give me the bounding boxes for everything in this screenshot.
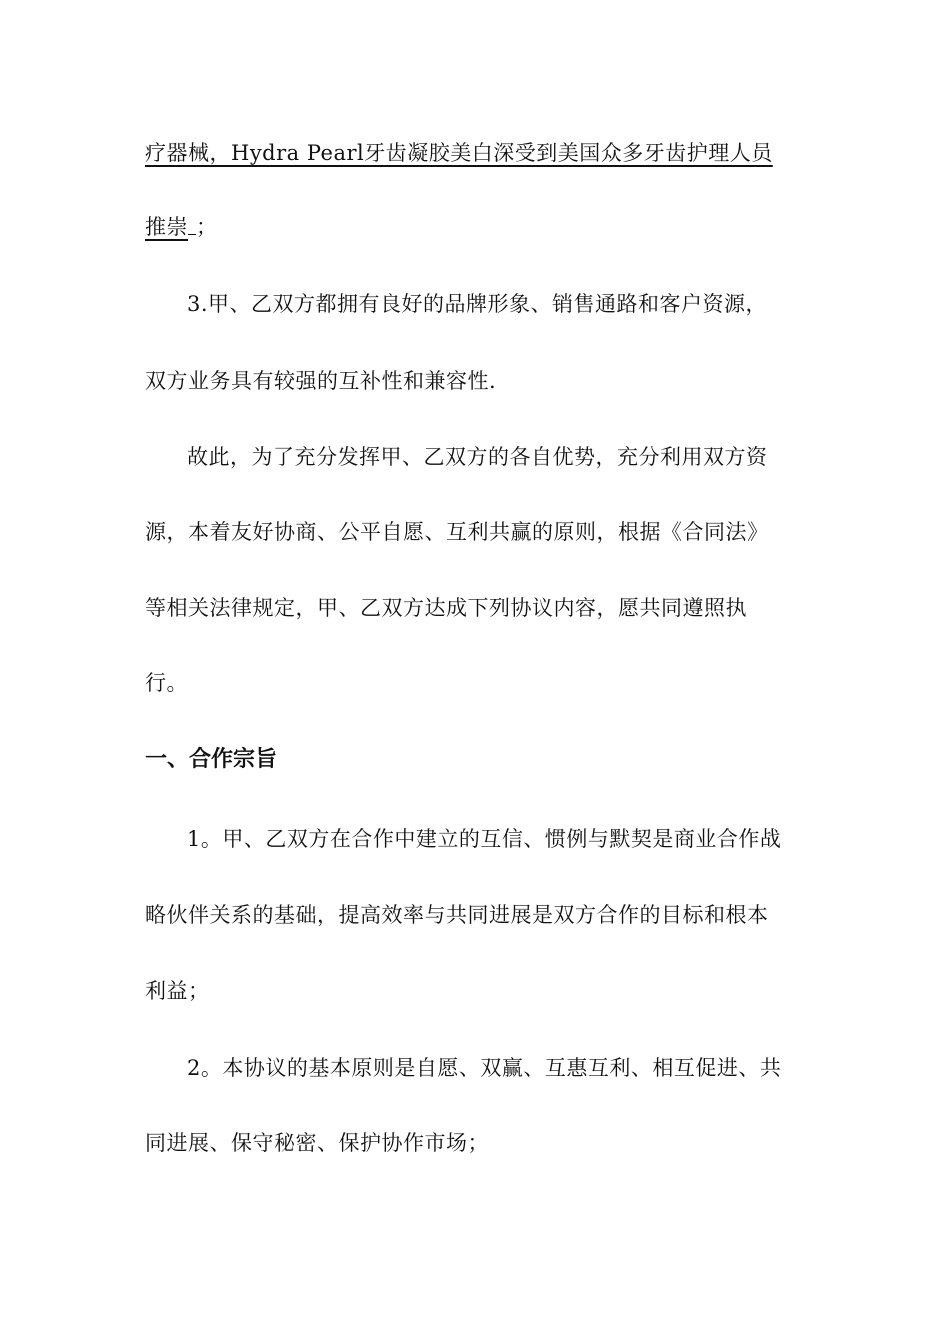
paragraph-line: 利益； xyxy=(145,979,210,1003)
paragraph-line: 疗器械，Hydra Pearl牙齿凝胶美白深受到美国众多牙齿护理人员 xyxy=(145,141,773,165)
underline-blank xyxy=(188,214,196,235)
paragraph-line xyxy=(145,212,810,242)
paragraph-line: 源，本着友好协商、公平自愿、互利共赢的原则，根据《合同法》 xyxy=(145,520,769,544)
paragraph-line: 2。本协议的基本原则是自愿、双赢、互惠互利、相互促进、共 xyxy=(187,1056,782,1080)
paragraph-line: 同进展、保守秘密、保护协作市场； xyxy=(145,1131,489,1155)
paragraph-line: 1。甲、乙双方在合作中建立的互信、惯例与默契是商业合作战 xyxy=(187,827,782,851)
paragraph-line: 行。 xyxy=(145,671,188,695)
paragraph-line: 故此，为了充分发挥甲、乙双方的各自优势，充分利用双方资 xyxy=(187,445,768,469)
punctuation: ； xyxy=(196,215,218,239)
paragraph-line: 略伙伴关系的基础，提高效率与共同进展是双方合作的目标和根本 xyxy=(145,903,769,927)
paragraph-line: 3.甲、乙双方都拥有良好的品牌形象、销售通路和客户资源， xyxy=(187,292,768,316)
section-heading: 一、合作宗旨 xyxy=(145,747,278,772)
paragraph-line: 等相关法律规定，甲、乙双方达成下列协议内容，愿共同遵照执 xyxy=(145,596,747,620)
underlined-text: 推崇 xyxy=(145,215,188,239)
paragraph-line: 双方业务具有较强的互补性和兼容性. xyxy=(145,369,497,393)
